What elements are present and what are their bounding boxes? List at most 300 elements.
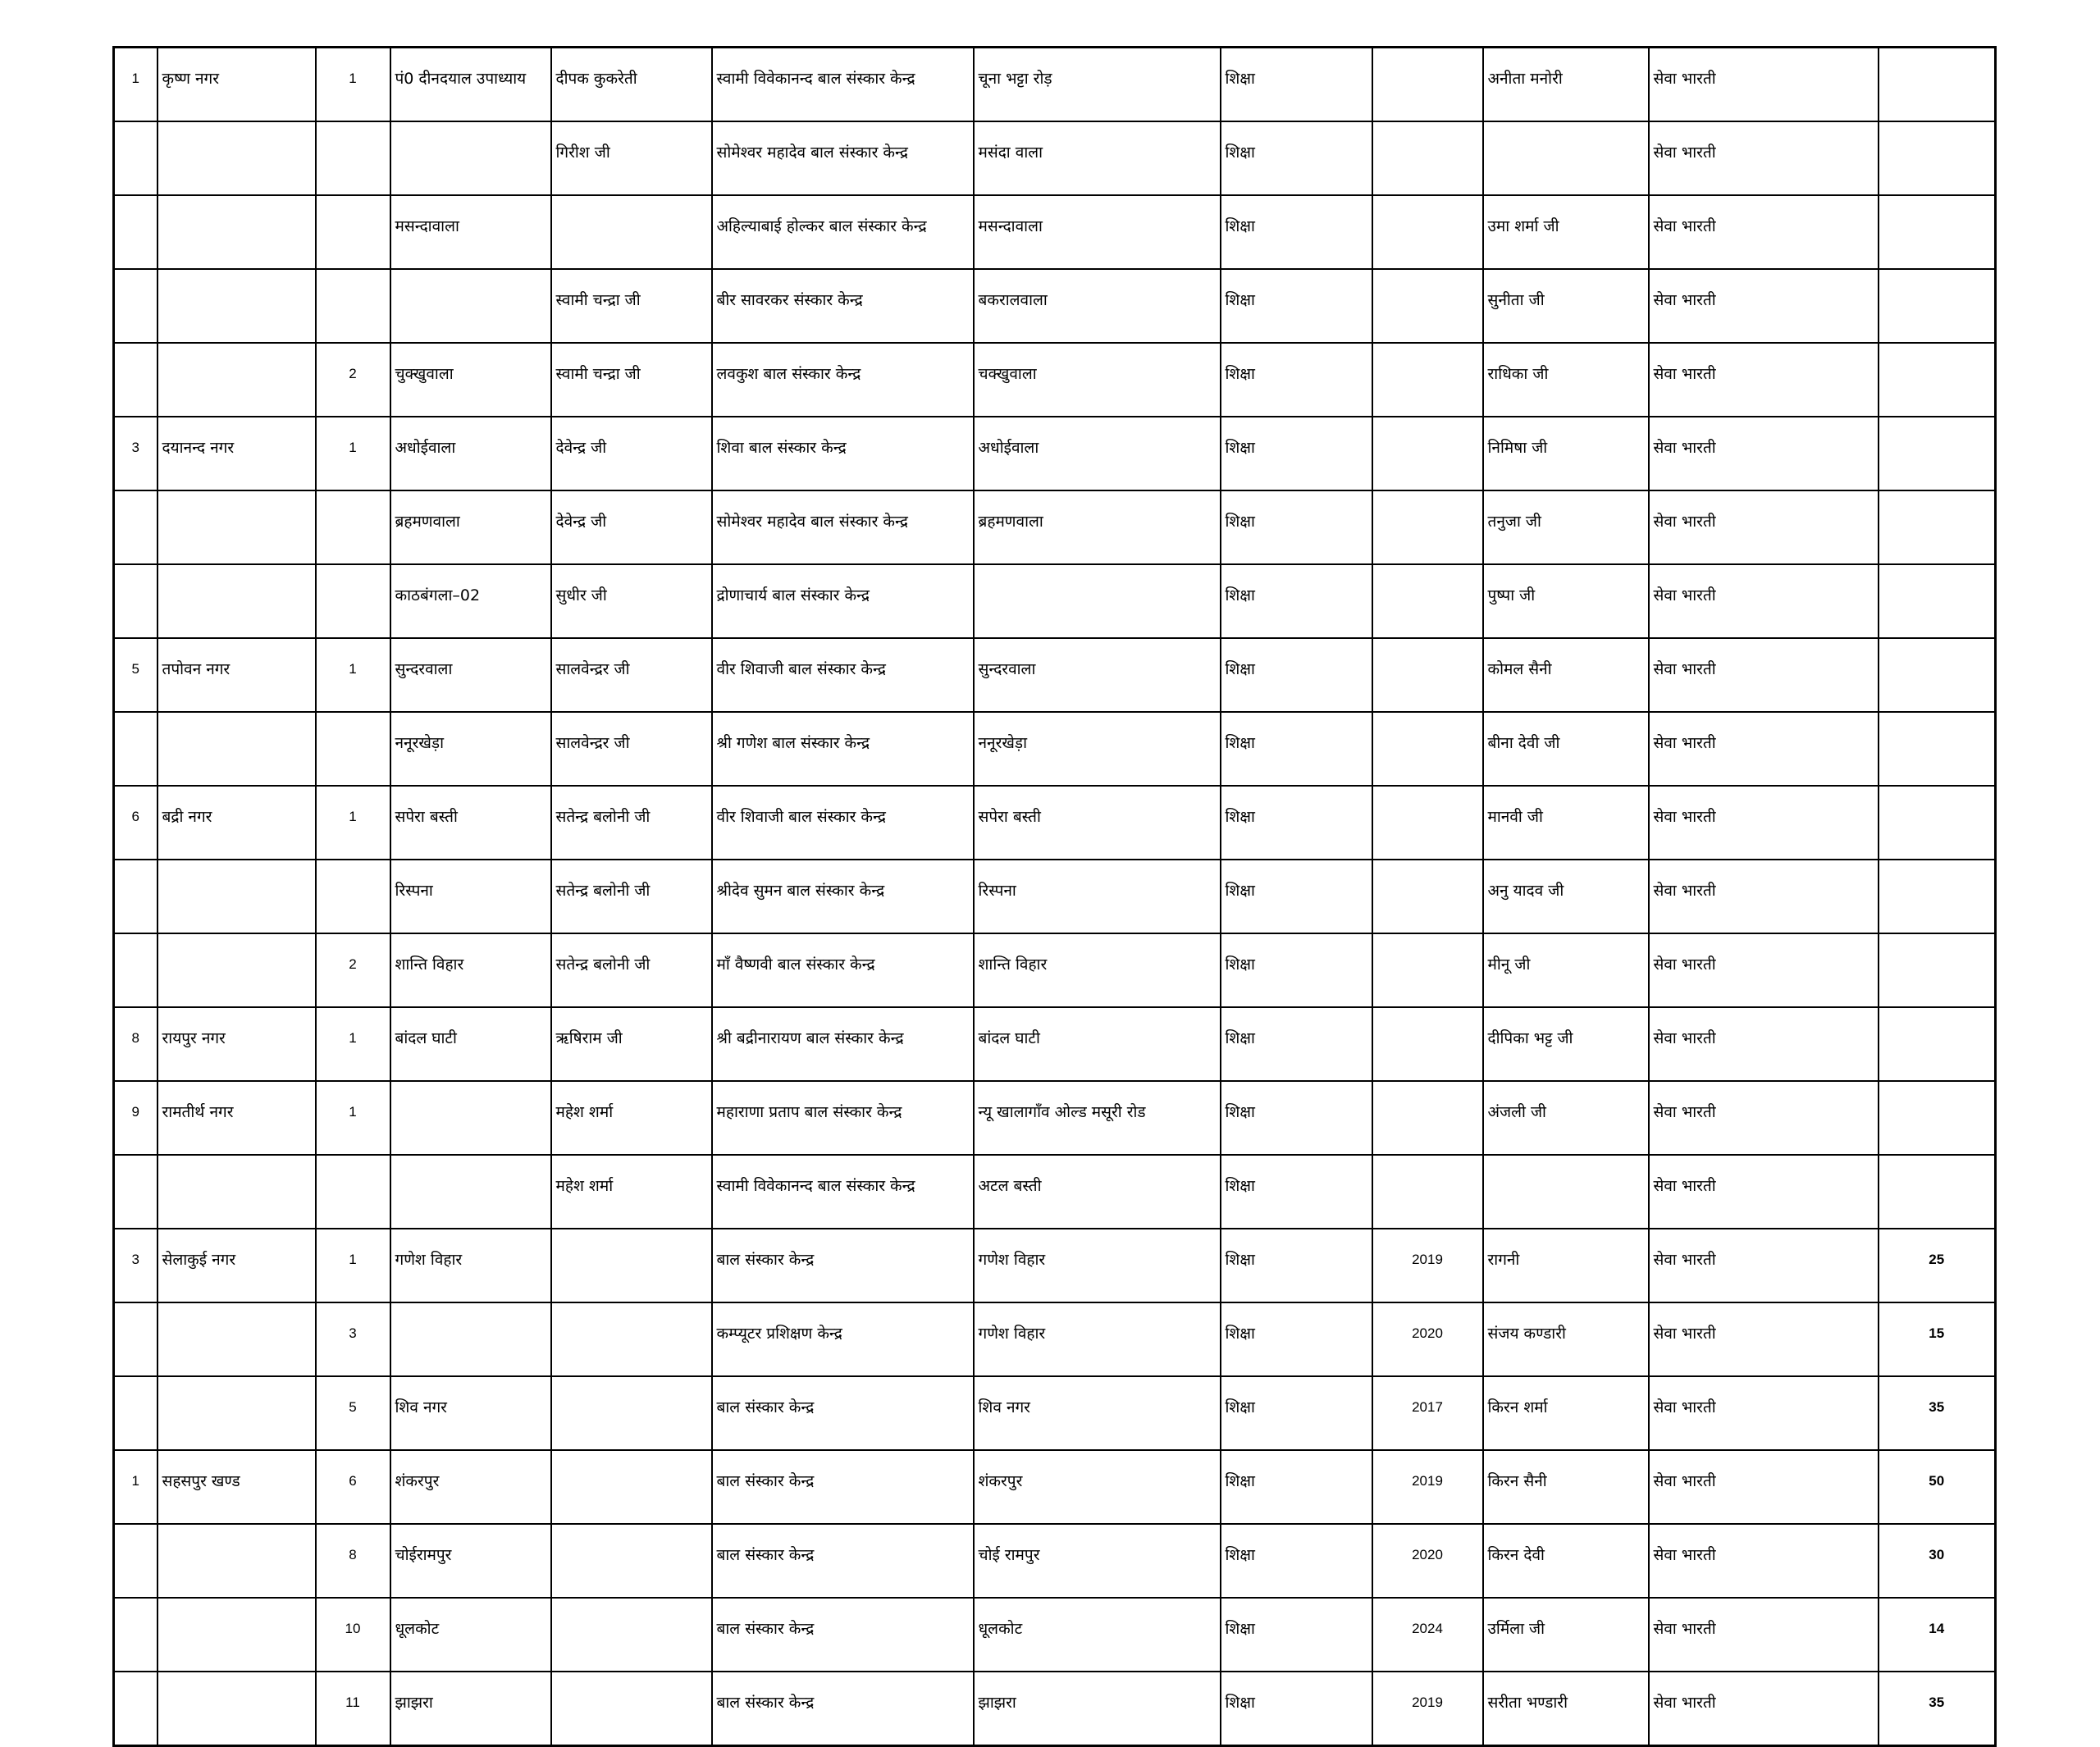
kendra-name-cell: वीर शिवाजी बाल संस्कार केन्द्र — [712, 638, 974, 712]
sub-number-cell: 1 — [316, 1007, 390, 1081]
sub-number-cell: 2 — [316, 343, 390, 417]
teacher-name-cell: मानवी जी — [1483, 786, 1649, 860]
nagar-name-cell: सहसपुर खण्ड — [158, 1450, 316, 1524]
sub-number-cell: 2 — [316, 933, 390, 1007]
teacher-name-cell: उर्मिला जी — [1483, 1598, 1649, 1672]
nagar-name-cell: रामतीर्थ नगर — [158, 1081, 316, 1155]
serial-number-cell — [114, 1302, 158, 1376]
sub-number-cell: 11 — [316, 1672, 390, 1746]
location-cell: चूना भट्टा रोड़ — [974, 48, 1221, 122]
category-cell: शिक्षा — [1221, 1229, 1372, 1302]
organization-cell: सेवा भारती — [1649, 1450, 1879, 1524]
nagar-name-cell — [158, 1524, 316, 1598]
location-cell: बकरालवाला — [974, 269, 1221, 343]
serial-number-cell: 3 — [114, 417, 158, 490]
serial-number-cell — [114, 564, 158, 638]
kendra-name-cell: माँ वैष्णवी बाल संस्कार केन्द्र — [712, 933, 974, 1007]
serial-number-cell — [114, 195, 158, 269]
kendra-name-cell: श्री गणेश बाल संस्कार केन्द्र — [712, 712, 974, 786]
start-year-cell — [1372, 121, 1483, 195]
organization-cell: सेवा भारती — [1649, 1376, 1879, 1450]
teacher-name-cell: सरीता भण्डारी — [1483, 1672, 1649, 1746]
teacher-name-cell: किरन शर्मा — [1483, 1376, 1649, 1450]
nagar-name-cell — [158, 490, 316, 564]
nagar-name-cell — [158, 1155, 316, 1229]
sub-number-cell: 1 — [316, 1081, 390, 1155]
kendra-name-cell: स्वामी विवेकानन्द बाल संस्कार केन्द्र — [712, 48, 974, 122]
start-year-cell — [1372, 490, 1483, 564]
student-count-cell — [1879, 269, 1996, 343]
category-cell: शिक्षा — [1221, 1598, 1372, 1672]
student-count-cell — [1879, 417, 1996, 490]
coordinator-name-cell: सतेन्द्र बलोनी जी — [551, 786, 712, 860]
coordinator-name-cell — [551, 1302, 712, 1376]
start-year-cell: 2024 — [1372, 1598, 1483, 1672]
start-year-cell — [1372, 417, 1483, 490]
coordinator-name-cell — [551, 1524, 712, 1598]
coordinator-name-cell — [551, 1229, 712, 1302]
serial-number-cell: 9 — [114, 1081, 158, 1155]
student-count-cell — [1879, 1081, 1996, 1155]
basti-name-cell: काठबंगला–02 — [390, 564, 551, 638]
category-cell: शिक्षा — [1221, 712, 1372, 786]
location-cell: गणेश विहार — [974, 1229, 1221, 1302]
organization-cell: सेवा भारती — [1649, 1081, 1879, 1155]
kendra-name-cell: बाल संस्कार केन्द्र — [712, 1672, 974, 1746]
kendra-name-cell: कम्प्यूटर प्रशिक्षण केन्द्र — [712, 1302, 974, 1376]
kendra-name-cell: बाल संस्कार केन्द्र — [712, 1229, 974, 1302]
teacher-name-cell: सुनीता जी — [1483, 269, 1649, 343]
basti-name-cell — [390, 269, 551, 343]
kendra-name-cell: बाल संस्कार केन्द्र — [712, 1450, 974, 1524]
location-cell: बांदल घाटी — [974, 1007, 1221, 1081]
teacher-name-cell: संजय कण्डारी — [1483, 1302, 1649, 1376]
organization-cell: सेवा भारती — [1649, 269, 1879, 343]
teacher-name-cell: उमा शर्मा जी — [1483, 195, 1649, 269]
student-count-cell — [1879, 860, 1996, 933]
organization-cell: सेवा भारती — [1649, 1007, 1879, 1081]
category-cell: शिक्षा — [1221, 1081, 1372, 1155]
start-year-cell — [1372, 712, 1483, 786]
organization-cell: सेवा भारती — [1649, 343, 1879, 417]
serial-number-cell — [114, 712, 158, 786]
sub-number-cell — [316, 712, 390, 786]
start-year-cell: 2020 — [1372, 1524, 1483, 1598]
sub-number-cell: 1 — [316, 638, 390, 712]
coordinator-name-cell — [551, 1376, 712, 1450]
basti-name-cell — [390, 1155, 551, 1229]
location-cell: शंकरपुर — [974, 1450, 1221, 1524]
location-cell: ब्रहमणवाला — [974, 490, 1221, 564]
start-year-cell — [1372, 860, 1483, 933]
student-count-cell — [1879, 490, 1996, 564]
kendra-name-cell: बाल संस्कार केन्द्र — [712, 1598, 974, 1672]
basti-name-cell: सपेरा बस्ती — [390, 786, 551, 860]
student-count-cell: 50 — [1879, 1450, 1996, 1524]
basti-name-cell: शिव नगर — [390, 1376, 551, 1450]
nagar-name-cell — [158, 712, 316, 786]
basti-name-cell: सुन्दरवाला — [390, 638, 551, 712]
serial-number-cell — [114, 269, 158, 343]
kendra-name-cell: बाल संस्कार केन्द्र — [712, 1524, 974, 1598]
organization-cell: सेवा भारती — [1649, 1302, 1879, 1376]
kendra-name-cell: स्वामी विवेकानन्द बाल संस्कार केन्द्र — [712, 1155, 974, 1229]
nagar-name-cell — [158, 121, 316, 195]
start-year-cell: 2019 — [1372, 1450, 1483, 1524]
sub-number-cell: 1 — [316, 786, 390, 860]
coordinator-name-cell: सतेन्द्र बलोनी जी — [551, 860, 712, 933]
organization-cell: सेवा भारती — [1649, 490, 1879, 564]
organization-cell: सेवा भारती — [1649, 638, 1879, 712]
location-cell — [974, 564, 1221, 638]
coordinator-name-cell: गिरीश जी — [551, 121, 712, 195]
table-row — [114, 860, 1996, 933]
category-cell: शिक्षा — [1221, 195, 1372, 269]
basti-name-cell — [390, 1302, 551, 1376]
organization-cell: सेवा भारती — [1649, 1155, 1879, 1229]
nagar-name-cell — [158, 269, 316, 343]
teacher-name-cell — [1483, 1155, 1649, 1229]
category-cell: शिक्षा — [1221, 933, 1372, 1007]
student-count-cell — [1879, 933, 1996, 1007]
sub-number-cell: 1 — [316, 48, 390, 122]
student-count-cell — [1879, 564, 1996, 638]
start-year-cell: 2019 — [1372, 1229, 1483, 1302]
category-cell: शिक्षा — [1221, 564, 1372, 638]
location-cell: चक्खुवाला — [974, 343, 1221, 417]
start-year-cell — [1372, 638, 1483, 712]
sub-number-cell — [316, 121, 390, 195]
start-year-cell — [1372, 1155, 1483, 1229]
student-count-cell: 35 — [1879, 1376, 1996, 1450]
student-count-cell — [1879, 48, 1996, 122]
basti-name-cell: चोईरामपुर — [390, 1524, 551, 1598]
category-cell: शिक्षा — [1221, 860, 1372, 933]
kendra-name-cell: बीर सावरकर संस्कार केन्द्र — [712, 269, 974, 343]
serial-number-cell: 3 — [114, 1229, 158, 1302]
organization-cell: सेवा भारती — [1649, 564, 1879, 638]
document-page — [112, 46, 1994, 1747]
coordinator-name-cell: ऋषिराम जी — [551, 1007, 712, 1081]
sub-number-cell: 8 — [316, 1524, 390, 1598]
nagar-name-cell: बद्री नगर — [158, 786, 316, 860]
serial-number-cell — [114, 1672, 158, 1746]
start-year-cell — [1372, 933, 1483, 1007]
teacher-name-cell — [1483, 121, 1649, 195]
teacher-name-cell: दीपिका भट्ट जी — [1483, 1007, 1649, 1081]
start-year-cell — [1372, 343, 1483, 417]
student-count-cell — [1879, 1155, 1996, 1229]
organization-cell: सेवा भारती — [1649, 712, 1879, 786]
basti-name-cell — [390, 1081, 551, 1155]
basti-name-cell — [390, 121, 551, 195]
location-cell: अधोईवाला — [974, 417, 1221, 490]
nagar-name-cell — [158, 860, 316, 933]
basti-name-cell: मसन्दावाला — [390, 195, 551, 269]
student-count-cell: 35 — [1879, 1672, 1996, 1746]
organization-cell: सेवा भारती — [1649, 1672, 1879, 1746]
table-row — [114, 1450, 1996, 1524]
teacher-name-cell: रागनी — [1483, 1229, 1649, 1302]
table-row — [114, 269, 1996, 343]
coordinator-name-cell: स्वामी चन्द्रा जी — [551, 343, 712, 417]
location-cell: अटल बस्ती — [974, 1155, 1221, 1229]
serial-number-cell: 1 — [114, 1450, 158, 1524]
organization-cell: सेवा भारती — [1649, 786, 1879, 860]
table-row — [114, 786, 1996, 860]
start-year-cell — [1372, 195, 1483, 269]
sub-number-cell: 5 — [316, 1376, 390, 1450]
organization-cell: सेवा भारती — [1649, 1229, 1879, 1302]
start-year-cell — [1372, 786, 1483, 860]
sub-number-cell: 10 — [316, 1598, 390, 1672]
teacher-name-cell: अनु यादव जी — [1483, 860, 1649, 933]
sub-number-cell — [316, 564, 390, 638]
serial-number-cell — [114, 1376, 158, 1450]
sub-number-cell: 1 — [316, 417, 390, 490]
start-year-cell — [1372, 1081, 1483, 1155]
kendra-name-cell: श्री बद्रीनारायण बाल संस्कार केन्द्र — [712, 1007, 974, 1081]
basti-name-cell: अधोईवाला — [390, 417, 551, 490]
location-cell: शिव नगर — [974, 1376, 1221, 1450]
student-count-cell — [1879, 1007, 1996, 1081]
coordinator-name-cell — [551, 1598, 712, 1672]
basti-name-cell: शान्ति विहार — [390, 933, 551, 1007]
serial-number-cell — [114, 490, 158, 564]
nagar-name-cell: सेलाकुई नगर — [158, 1229, 316, 1302]
start-year-cell — [1372, 48, 1483, 122]
student-count-cell: 25 — [1879, 1229, 1996, 1302]
table-row — [114, 1229, 1996, 1302]
serial-number-cell: 5 — [114, 638, 158, 712]
table-row — [114, 1302, 1996, 1376]
sub-number-cell — [316, 269, 390, 343]
student-count-cell — [1879, 712, 1996, 786]
coordinator-name-cell: सालवेन्द्रर जी — [551, 712, 712, 786]
category-cell: शिक्षा — [1221, 786, 1372, 860]
category-cell: शिक्षा — [1221, 1155, 1372, 1229]
category-cell: शिक्षा — [1221, 1450, 1372, 1524]
teacher-name-cell: बीना देवी जी — [1483, 712, 1649, 786]
basti-name-cell: धूलकोट — [390, 1598, 551, 1672]
table-row — [114, 1598, 1996, 1672]
basti-name-cell: पं0 दीनदयाल उपाध्याय — [390, 48, 551, 122]
teacher-name-cell: किरन देवी — [1483, 1524, 1649, 1598]
serial-number-cell: 6 — [114, 786, 158, 860]
coordinator-name-cell: महेश शर्मा — [551, 1155, 712, 1229]
location-cell: झाझरा — [974, 1672, 1221, 1746]
coordinator-name-cell — [551, 195, 712, 269]
seva-kendra-table — [112, 46, 1997, 1747]
table-row — [114, 1376, 1996, 1450]
serial-number-cell — [114, 343, 158, 417]
start-year-cell — [1372, 269, 1483, 343]
kendra-name-cell: वीर शिवाजी बाल संस्कार केन्द्र — [712, 786, 974, 860]
serial-number-cell: 8 — [114, 1007, 158, 1081]
teacher-name-cell: अनीता मनोरी — [1483, 48, 1649, 122]
table-row — [114, 121, 1996, 195]
organization-cell: सेवा भारती — [1649, 933, 1879, 1007]
sub-number-cell — [316, 860, 390, 933]
organization-cell: सेवा भारती — [1649, 48, 1879, 122]
serial-number-cell — [114, 860, 158, 933]
table-row — [114, 1081, 1996, 1155]
serial-number-cell — [114, 933, 158, 1007]
location-cell: ननूरखेड़ा — [974, 712, 1221, 786]
organization-cell: सेवा भारती — [1649, 1598, 1879, 1672]
organization-cell: सेवा भारती — [1649, 1524, 1879, 1598]
basti-name-cell: बांदल घाटी — [390, 1007, 551, 1081]
location-cell: सुन्दरवाला — [974, 638, 1221, 712]
organization-cell: सेवा भारती — [1649, 417, 1879, 490]
basti-name-cell: ब्रहमणवाला — [390, 490, 551, 564]
table-body — [114, 48, 1996, 1746]
basti-name-cell: शंकरपुर — [390, 1450, 551, 1524]
kendra-name-cell: अहिल्याबाई होल्कर बाल संस्कार केन्द्र — [712, 195, 974, 269]
category-cell: शिक्षा — [1221, 1672, 1372, 1746]
location-cell: चोई रामपुर — [974, 1524, 1221, 1598]
location-cell: शान्ति विहार — [974, 933, 1221, 1007]
table-row — [114, 195, 1996, 269]
category-cell: शिक्षा — [1221, 638, 1372, 712]
kendra-name-cell: सोमेश्वर महादेव बाल संस्कार केन्द्र — [712, 121, 974, 195]
kendra-name-cell: महाराणा प्रताप बाल संस्कार केन्द्र — [712, 1081, 974, 1155]
teacher-name-cell: पुष्पा जी — [1483, 564, 1649, 638]
start-year-cell: 2020 — [1372, 1302, 1483, 1376]
table-row — [114, 48, 1996, 122]
table-row — [114, 1155, 1996, 1229]
start-year-cell: 2017 — [1372, 1376, 1483, 1450]
kendra-name-cell: सोमेश्वर महादेव बाल संस्कार केन्द्र — [712, 490, 974, 564]
start-year-cell — [1372, 1007, 1483, 1081]
serial-number-cell — [114, 1598, 158, 1672]
category-cell: शिक्षा — [1221, 343, 1372, 417]
location-cell: मसन्दावाला — [974, 195, 1221, 269]
basti-name-cell: झाझरा — [390, 1672, 551, 1746]
category-cell: शिक्षा — [1221, 417, 1372, 490]
basti-name-cell: गणेश विहार — [390, 1229, 551, 1302]
basti-name-cell: ननूरखेड़ा — [390, 712, 551, 786]
teacher-name-cell: निमिषा जी — [1483, 417, 1649, 490]
location-cell: रिस्पना — [974, 860, 1221, 933]
nagar-name-cell — [158, 1672, 316, 1746]
table-row — [114, 933, 1996, 1007]
category-cell: शिक्षा — [1221, 1007, 1372, 1081]
kendra-name-cell: बाल संस्कार केन्द्र — [712, 1376, 974, 1450]
location-cell: न्यू खालागाँव ओल्ड मसूरी रोड — [974, 1081, 1221, 1155]
category-cell: शिक्षा — [1221, 48, 1372, 122]
nagar-name-cell — [158, 1598, 316, 1672]
sub-number-cell: 1 — [316, 1229, 390, 1302]
nagar-name-cell: कृष्ण नगर — [158, 48, 316, 122]
nagar-name-cell — [158, 195, 316, 269]
teacher-name-cell: राधिका जी — [1483, 343, 1649, 417]
nagar-name-cell — [158, 1302, 316, 1376]
category-cell: शिक्षा — [1221, 121, 1372, 195]
category-cell: शिक्षा — [1221, 490, 1372, 564]
table-row — [114, 343, 1996, 417]
kendra-name-cell: द्रोणाचार्य बाल संस्कार केन्द्र — [712, 564, 974, 638]
table-row — [114, 638, 1996, 712]
table-row — [114, 1672, 1996, 1746]
teacher-name-cell: तनुजा जी — [1483, 490, 1649, 564]
teacher-name-cell: मीनू जी — [1483, 933, 1649, 1007]
coordinator-name-cell: देवेन्द्र जी — [551, 417, 712, 490]
table-row — [114, 1524, 1996, 1598]
nagar-name-cell — [158, 1376, 316, 1450]
category-cell: शिक्षा — [1221, 269, 1372, 343]
serial-number-cell — [114, 1524, 158, 1598]
table-row — [114, 1007, 1996, 1081]
coordinator-name-cell: महेश शर्मा — [551, 1081, 712, 1155]
sub-number-cell — [316, 490, 390, 564]
kendra-name-cell: लवकुश बाल संस्कार केन्द्र — [712, 343, 974, 417]
category-cell: शिक्षा — [1221, 1302, 1372, 1376]
student-count-cell — [1879, 343, 1996, 417]
coordinator-name-cell: सालवेन्द्रर जी — [551, 638, 712, 712]
start-year-cell: 2019 — [1372, 1672, 1483, 1746]
organization-cell: सेवा भारती — [1649, 121, 1879, 195]
nagar-name-cell — [158, 564, 316, 638]
category-cell: शिक्षा — [1221, 1524, 1372, 1598]
table-row — [114, 417, 1996, 490]
student-count-cell — [1879, 638, 1996, 712]
basti-name-cell: चुक्खुवाला — [390, 343, 551, 417]
start-year-cell — [1372, 564, 1483, 638]
teacher-name-cell: किरन सैनी — [1483, 1450, 1649, 1524]
serial-number-cell — [114, 121, 158, 195]
serial-number-cell: 1 — [114, 48, 158, 122]
coordinator-name-cell: देवेन्द्र जी — [551, 490, 712, 564]
teacher-name-cell: अंजली जी — [1483, 1081, 1649, 1155]
nagar-name-cell: रायपुर नगर — [158, 1007, 316, 1081]
location-cell: गणेश विहार — [974, 1302, 1221, 1376]
sub-number-cell: 3 — [316, 1302, 390, 1376]
category-cell: शिक्षा — [1221, 1376, 1372, 1450]
student-count-cell — [1879, 121, 1996, 195]
coordinator-name-cell — [551, 1450, 712, 1524]
nagar-name-cell — [158, 933, 316, 1007]
teacher-name-cell: कोमल सैनी — [1483, 638, 1649, 712]
coordinator-name-cell: सतेन्द्र बलोनी जी — [551, 933, 712, 1007]
organization-cell: सेवा भारती — [1649, 195, 1879, 269]
sub-number-cell: 6 — [316, 1450, 390, 1524]
basti-name-cell: रिस्पना — [390, 860, 551, 933]
coordinator-name-cell: दीपक कुकरेती — [551, 48, 712, 122]
location-cell: सपेरा बस्ती — [974, 786, 1221, 860]
nagar-name-cell: तपोवन नगर — [158, 638, 316, 712]
coordinator-name-cell: सुधीर जी — [551, 564, 712, 638]
kendra-name-cell: श्रीदेव सुमन बाल संस्कार केन्द्र — [712, 860, 974, 933]
student-count-cell: 15 — [1879, 1302, 1996, 1376]
nagar-name-cell — [158, 343, 316, 417]
coordinator-name-cell: स्वामी चन्द्रा जी — [551, 269, 712, 343]
table-row — [114, 712, 1996, 786]
sub-number-cell — [316, 195, 390, 269]
sub-number-cell — [316, 1155, 390, 1229]
serial-number-cell — [114, 1155, 158, 1229]
kendra-name-cell: शिवा बाल संस्कार केन्द्र — [712, 417, 974, 490]
location-cell: मसंदा वाला — [974, 121, 1221, 195]
student-count-cell — [1879, 786, 1996, 860]
student-count-cell — [1879, 195, 1996, 269]
table-row — [114, 564, 1996, 638]
student-count-cell: 14 — [1879, 1598, 1996, 1672]
coordinator-name-cell — [551, 1672, 712, 1746]
table-row — [114, 490, 1996, 564]
organization-cell: सेवा भारती — [1649, 860, 1879, 933]
location-cell: धूलकोट — [974, 1598, 1221, 1672]
